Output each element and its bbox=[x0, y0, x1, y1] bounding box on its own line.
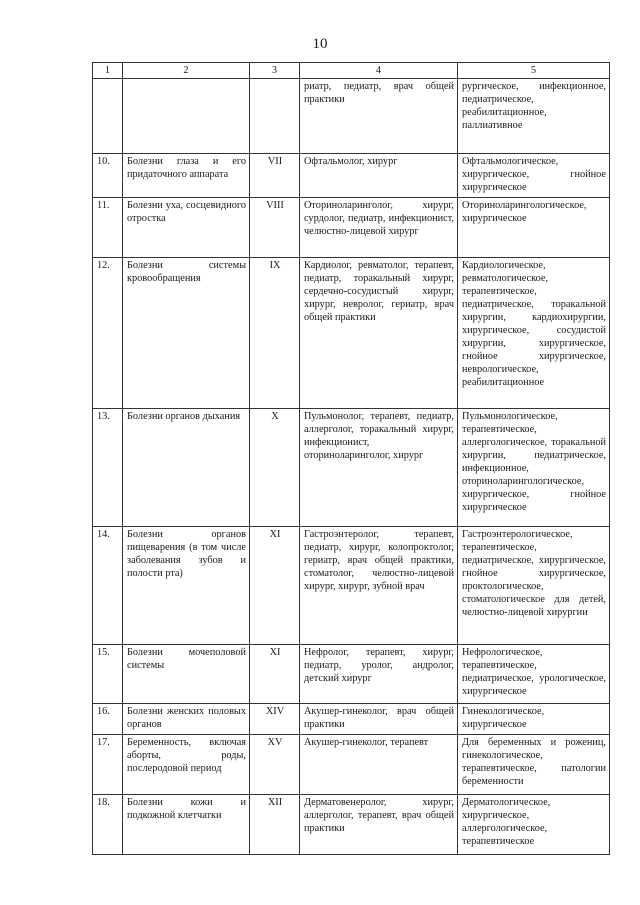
icd-class: XII bbox=[250, 795, 300, 855]
bed-profiles: Гастроэнтерологическое, терапевтическое, педиатрическое, хирургическое, гнойное хирургическое, проктологическое, стоматологическое для детей, челюстно-лицевой хирургии bbox=[458, 527, 610, 645]
row-number: 15. bbox=[93, 645, 123, 704]
table-row bbox=[93, 704, 610, 735]
disease-group: Болезни органов дыхания bbox=[123, 409, 250, 527]
icd-class: XV bbox=[250, 735, 300, 795]
disease-group: Болезни органов пищеварения (в том числе заболевания зубов и полости рта) bbox=[123, 527, 250, 645]
row-number: 12. bbox=[93, 258, 123, 409]
bed-profiles: Кардиологическое, ревматологическое, терапевтическое, педиатрическое, торакальной хирургии, кардиохирургии, хирургическое, сосудистой хирургии, хирургическое, гнойное хирургическое, неврологическое, реабилитационное bbox=[458, 258, 610, 409]
specialists: Нефролог, терапевт, хирург, педиатр, уролог, андролог, детский хирург bbox=[300, 645, 458, 704]
row-number: 10. bbox=[93, 154, 123, 198]
row-number: 13. bbox=[93, 409, 123, 527]
row-number: 16. bbox=[93, 704, 123, 735]
specialists: Дерматовенеролог, хирург, аллерголог, терапевт, врач общей практики bbox=[300, 795, 458, 855]
icd-class: IX bbox=[250, 258, 300, 409]
specialists: Гастроэнтеролог, терапевт, педиатр, хирург, колопроктолог, гериатр, врач общей практики, стоматолог, челюстно-лицевой хирург, хирург, зубной врач bbox=[300, 527, 458, 645]
specialists: Кардиолог, ревматолог, терапевт, педиатр, торакальный хирург, сердечно-сосудистый хирург, хирург, невролог, гериатр, врач общей практики bbox=[300, 258, 458, 409]
bed-profiles: Гинекологическое, хирургическое bbox=[458, 704, 610, 735]
row-number: 18. bbox=[93, 795, 123, 855]
bed-profiles: Офтальмологическое, хирургическое, гнойное хирургическое bbox=[458, 154, 610, 198]
bed-profiles: рургическое, инфекционное, педиатрическое, реабилитационное, паллиативное bbox=[458, 79, 610, 154]
table-row bbox=[93, 79, 610, 154]
bed-profiles: Нефрологическое, терапевтическое, педиатрическое, урологическое, хирургическое bbox=[458, 645, 610, 704]
bed-profiles: Пульмонологическое, терапевтическое, аллергологическое, торакальной хирургии, педиатрическое, инфекционное, оториноларингологическое, хирургическое, гнойное хирургическое bbox=[458, 409, 610, 527]
disease-group bbox=[123, 79, 250, 154]
bed-profiles: Дерматологическое, хирургическое, аллергологическое, терапевтическое bbox=[458, 795, 610, 855]
disease-group: Беременность, включая аборты, роды, послеродовой период bbox=[123, 735, 250, 795]
specialists: Офтальмолог, хирург bbox=[300, 154, 458, 198]
specialists: Оториноларинголог, хирург, сурдолог, педиатр, инфекционист, челюстно-лицевой хирург bbox=[300, 198, 458, 258]
icd-class: X bbox=[250, 409, 300, 527]
icd-class: VII bbox=[250, 154, 300, 198]
header-col-2: 2 bbox=[123, 63, 250, 79]
bed-profiles: Оториноларингологическое, хирургическое bbox=[458, 198, 610, 258]
specialists: Акушер-гинеколог, терапевт bbox=[300, 735, 458, 795]
row-number: 17. bbox=[93, 735, 123, 795]
header-col-3: 3 bbox=[250, 63, 300, 79]
disease-group: Болезни мочеполовой системы bbox=[123, 645, 250, 704]
icd-class: VIII bbox=[250, 198, 300, 258]
icd-class: XI bbox=[250, 645, 300, 704]
header-col-4: 4 bbox=[300, 63, 458, 79]
header-col-1: 1 bbox=[93, 63, 123, 79]
table-header-row bbox=[93, 63, 610, 79]
table-row bbox=[93, 645, 610, 704]
specialists-table bbox=[92, 62, 610, 855]
table-row bbox=[93, 154, 610, 198]
row-number: 14. bbox=[93, 527, 123, 645]
header-col-5: 5 bbox=[458, 63, 610, 79]
icd-class bbox=[250, 79, 300, 154]
table-row bbox=[93, 795, 610, 855]
bed-profiles: Для беременных и рожениц, гинекологическое, терапевтическое, патологии беременности bbox=[458, 735, 610, 795]
specialists: Акушер-гинеколог, врач общей практики bbox=[300, 704, 458, 735]
table-row bbox=[93, 258, 610, 409]
row-number: 11. bbox=[93, 198, 123, 258]
disease-group: Болезни кожи и подкожной клетчатки bbox=[123, 795, 250, 855]
table-row bbox=[93, 527, 610, 645]
table-row bbox=[93, 409, 610, 527]
page-number: 10 bbox=[312, 36, 328, 52]
disease-group: Болезни глаза и его придаточного аппарата bbox=[123, 154, 250, 198]
row-number bbox=[93, 79, 123, 154]
table-row bbox=[93, 735, 610, 795]
disease-group: Болезни системы кровообращения bbox=[123, 258, 250, 409]
specialists: Пульмонолог, терапевт, педиатр, аллерголог, торакальный хирург, инфекционист, оториноларинголог, хирург bbox=[300, 409, 458, 527]
disease-group: Болезни женских половых органов bbox=[123, 704, 250, 735]
table-row bbox=[93, 198, 610, 258]
specialists: риатр, педиатр, врач общей практики bbox=[300, 79, 458, 154]
icd-class: XIV bbox=[250, 704, 300, 735]
disease-group: Болезни уха, сосцевидного отростка bbox=[123, 198, 250, 258]
icd-class: XI bbox=[250, 527, 300, 645]
